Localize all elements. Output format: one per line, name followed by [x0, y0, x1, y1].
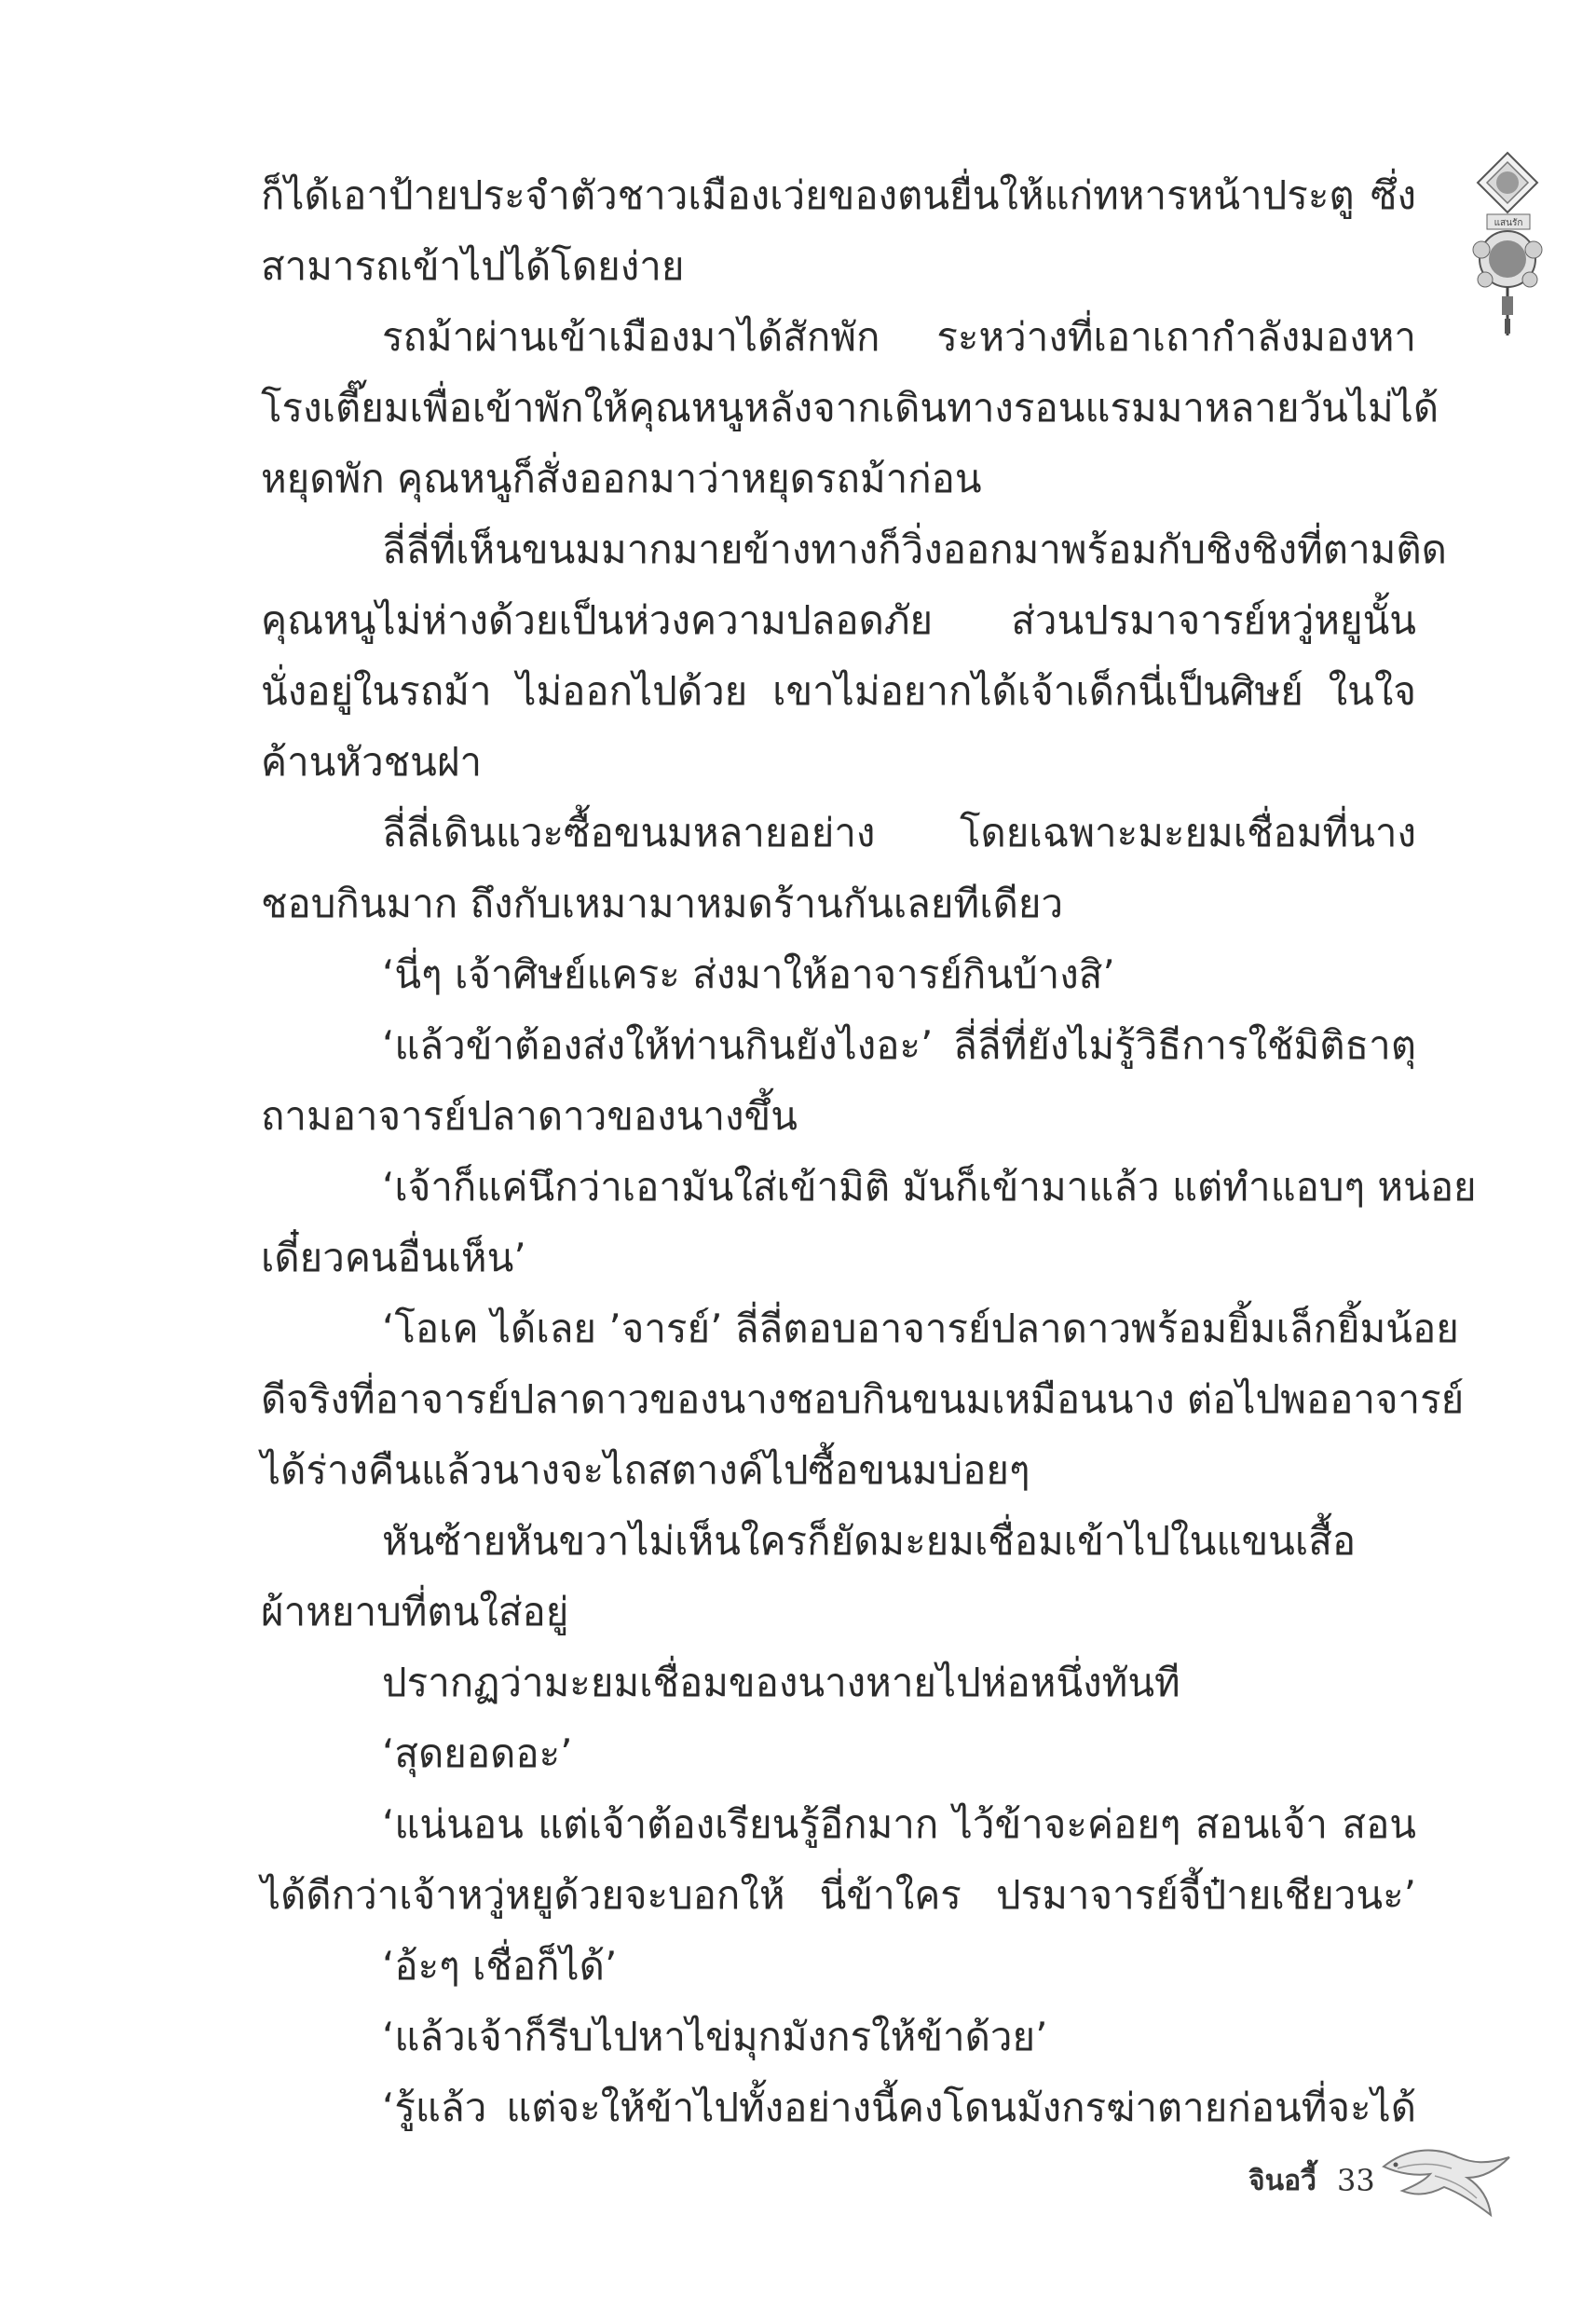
text-line: ได้ดีกว่าเจ้าหวู่หยูด้วยจะบอกให้ นี่ข้าใคร ปรมาจารย์จี้ป๋ายเชียวนะ’	[261, 1872, 1416, 1918]
text-line: ชอบกินมาก ถึงกับเหมามาหมดร้านกันเลยทีเดียว	[261, 881, 1064, 926]
page-footer	[1248, 2143, 1375, 2218]
text-line: เดี๋ยวคนอื่นเห็น’	[261, 1235, 526, 1280]
text-line: ‘รู้แล้ว แต่จะให้ข้าไปทั้งอย่างนี้คงโดนมังกรฆ่าตายก่อนที่จะได้	[382, 2085, 1416, 2130]
text-line: รถม้าผ่านเข้าเมืองมาได้สักพัก ระหว่างที่เอาเถากำลังมองหา	[382, 314, 1416, 360]
text-line: ได้ร่างคืนแล้วนางจะไถสตางค์ไปซื้อขนมบ่อยๆ	[261, 1447, 1030, 1493]
text-line: ค้านหัวชนฝา	[261, 739, 483, 785]
text-line: ‘เจ้าก็แค่นึกว่าเอามันใส่เข้ามิติ มันก็เข้ามาแล้ว แต่ทำแอบๆ หน่อย	[382, 1164, 1477, 1210]
text-line: ผ้าหยาบที่ตนใส่อยู่	[261, 1589, 569, 1634]
ornament-label: แสนรัก	[1494, 218, 1523, 228]
text-line: ปรากฏว่ามะยมเชื่อมของนางหายไปห่อหนึ่งทันที	[382, 1660, 1180, 1705]
page-number: 33	[1336, 2163, 1375, 2198]
text-line: นั่งอยู่ในรถม้า ไม่ออกไปด้วย เขาไม่อยากได้เจ้าเด็กนี่เป็นศิษย์ ในใจ	[261, 668, 1416, 714]
text-line: ดีจริงที่อาจารย์ปลาดาวของนางชอบกินขนมเหมือนนาง ต่อไปพออาจารย์	[261, 1376, 1465, 1422]
text-line: ถามอาจารย์ปลาดาวของนางขึ้น	[261, 1093, 798, 1139]
book-title: จินอวี้	[1248, 2164, 1316, 2197]
text-line: ลี่ลี่เดินแวะซื้อขนมหลายอย่าง โดยเฉพาะมะยมเชื่อมที่นาง	[382, 810, 1416, 855]
text-line: หันซ้ายหันขวาไม่เห็นใครก็ยัดมะยมเชื่อมเข้าไปในแขนเสื้อ	[382, 1518, 1357, 1564]
text-line: ลี่ลี่ที่เห็นขนมมากมายข้างทางก็วิ่งออกมาพร้อมกับชิงชิงที่ตามติด	[382, 526, 1447, 572]
bird-ornament-icon	[1379, 2129, 1519, 2222]
body-text	[261, 160, 1477, 2143]
text-line: สามารถเข้าไปได้โดยง่าย	[261, 243, 685, 289]
text-line: ‘แน่นอน แต่เจ้าต้องเรียนรู้อีกมาก ไว้ข้าจะค่อยๆ สอนเจ้า สอน	[382, 1801, 1416, 1847]
text-line: ‘สุดยอดอะ’	[382, 1730, 573, 1776]
text-line: ‘นี่ๆ เจ้าศิษย์แคระ ส่งมาให้อาจารย์กินบ้างสิ’	[382, 951, 1115, 997]
text-line: ‘แล้วเจ้าก็รีบไปหาไข่มุกมังกรให้ข้าด้วย’	[382, 2014, 1048, 2059]
text-line: หยุดพัก คุณหนูก็สั่งออกมาว่าหยุดรถม้าก่อน	[261, 456, 982, 501]
text-line: ‘อ้ะๆ เชื่อก็ได้’	[382, 1943, 618, 1989]
ornament-emblem-icon	[1472, 149, 1565, 345]
text-line: ‘แล้วข้าต้องส่งให้ท่านกินยังไงอะ’ ลี่ลี่ที่ยังไม่รู้วิธีการใช้มิติธาตุ	[382, 1022, 1416, 1068]
text-line: ก็ได้เอาป้ายประจำตัวชาวเมืองเว่ยของตนยื่นให้แก่ทหารหน้าประตู ซึ่ง	[261, 172, 1416, 218]
text-line: โรงเตี๊ยมเพื่อเข้าพักให้คุณหนูหลังจากเดินทางรอนแรมมาหลายวันไม่ได้	[261, 385, 1439, 431]
text-line: คุณหนูไม่ห่างด้วยเป็นห่วงความปลอดภัย ส่วนปรมาจารย์หวู่หยูนั้น	[261, 597, 1416, 643]
text-line: ‘โอเค ได้เลย ’จารย์’ ลี่ลี่ตอบอาจารย์ปลาดาวพร้อมยิ้มเล็กยิ้มน้อย	[382, 1306, 1459, 1351]
